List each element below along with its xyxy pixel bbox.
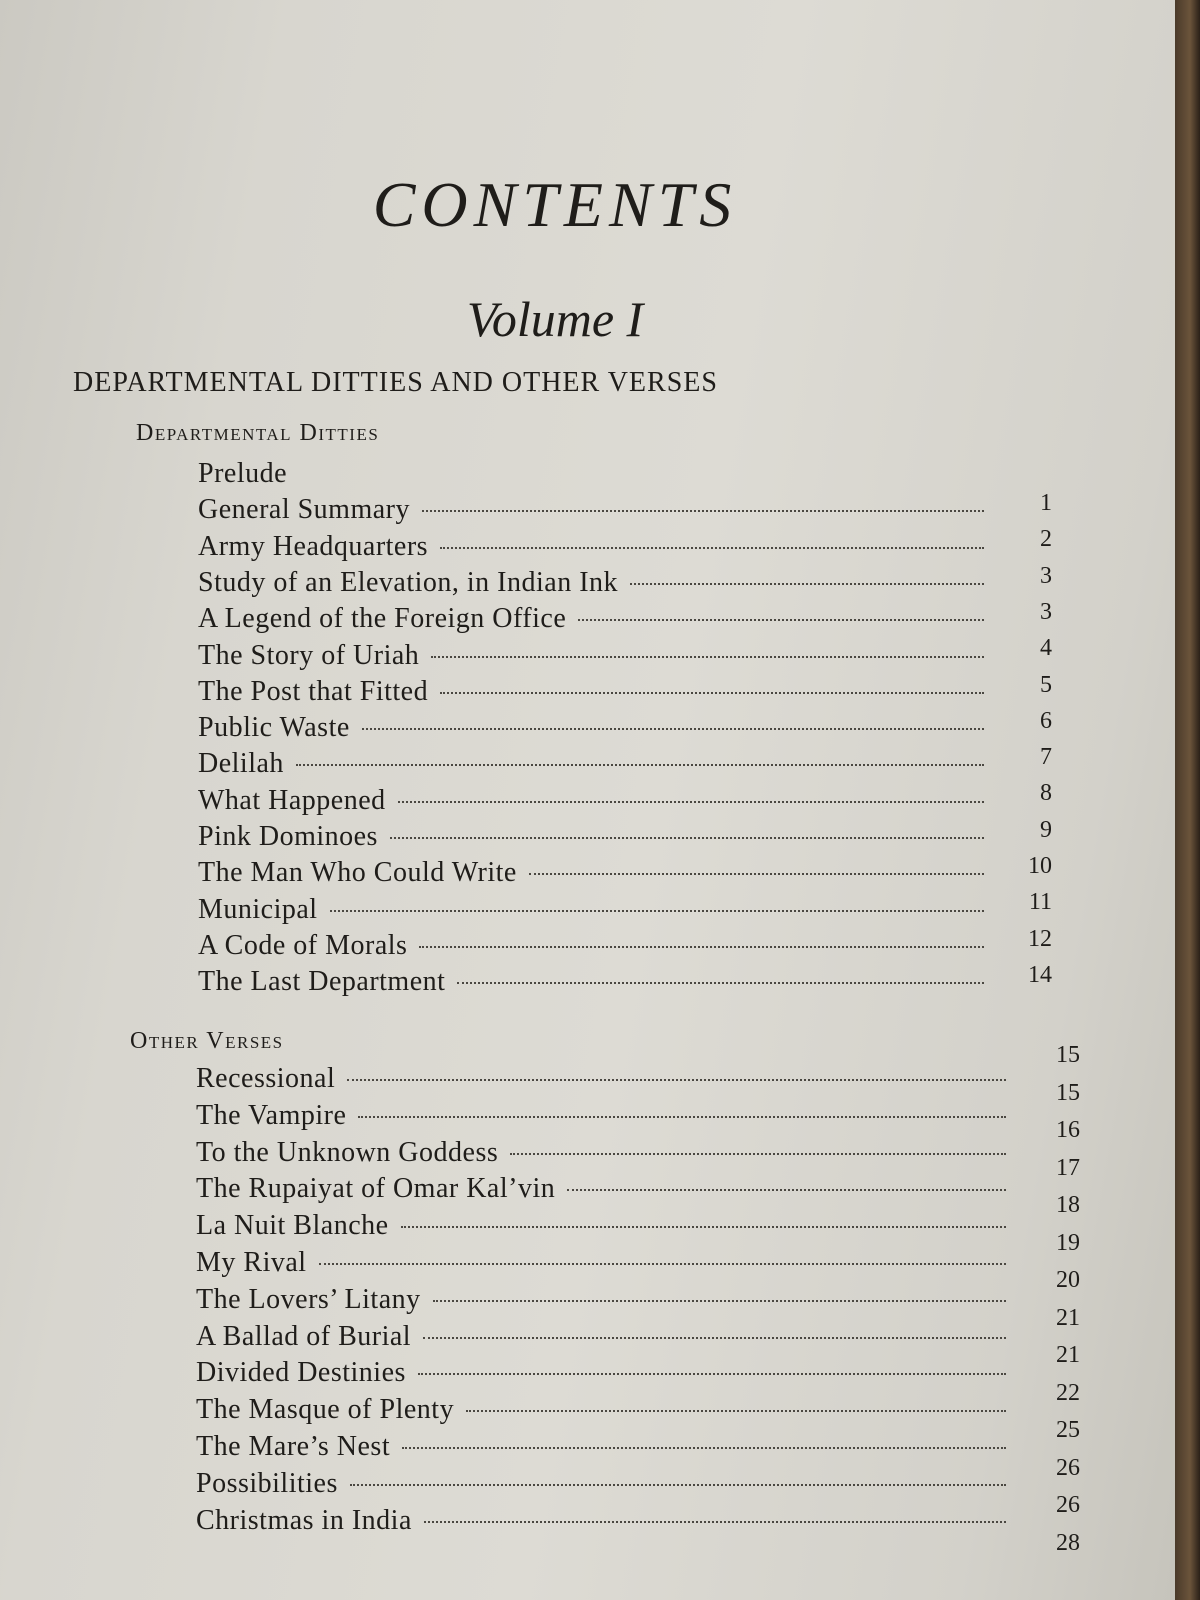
page-number: 20 — [1056, 1267, 1080, 1293]
entry-title: Army Headquarters — [198, 530, 429, 562]
entry-title: The Rupaiyat of Omar Kal’vin — [196, 1173, 556, 1205]
dot-leader — [567, 1189, 1006, 1191]
page-number: 6 — [1040, 707, 1052, 734]
toc-entry[interactable] — [198, 603, 990, 637]
page-number: 15 — [1056, 1042, 1080, 1068]
toc-entry[interactable] — [198, 640, 990, 674]
page-title: CONTENTS — [372, 169, 738, 240]
dot-leader — [358, 1116, 1006, 1118]
dot-leader — [457, 982, 984, 984]
dot-leader — [390, 837, 984, 839]
page-number: 7 — [1040, 744, 1052, 771]
entry-title: The Lovers’ Litany — [196, 1283, 421, 1315]
toc-entry[interactable] — [196, 1063, 1012, 1097]
toc-entry[interactable] — [198, 458, 990, 492]
book-edge — [1175, 0, 1200, 1600]
page-number: 9 — [1040, 816, 1052, 843]
entry-title: The Masque of Plenty — [196, 1394, 455, 1426]
entry-title: To the Unknown Goddess — [196, 1136, 499, 1168]
page-number: 18 — [1056, 1192, 1080, 1218]
entry-title: A Legend of the Foreign Office — [198, 603, 567, 635]
page-number: 14 — [1028, 961, 1052, 988]
entry-title: Prelude — [198, 458, 288, 489]
dot-leader — [401, 1226, 1006, 1228]
entry-title: The Post that Fitted — [198, 675, 429, 707]
toc-entry[interactable] — [196, 1284, 1012, 1318]
dot-leader — [440, 547, 984, 549]
page-number: 22 — [1056, 1379, 1080, 1406]
page-number: 28 — [1056, 1530, 1080, 1556]
toc-entry[interactable] — [198, 894, 990, 928]
page-number: 17 — [1056, 1154, 1080, 1181]
page-number: 4 — [1040, 635, 1052, 662]
dot-leader — [350, 1484, 1006, 1486]
page-number: 26 — [1056, 1454, 1080, 1481]
toc-entry[interactable] — [196, 1321, 1012, 1355]
dot-leader — [418, 1373, 1006, 1375]
toc-entry[interactable] — [198, 676, 990, 710]
entry-title: Possibilities — [196, 1467, 338, 1499]
group-heading: Departmental Ditties — [136, 420, 380, 446]
page-number: 1 — [1040, 490, 1052, 516]
dot-leader — [319, 1263, 1006, 1265]
page-number: 25 — [1056, 1417, 1080, 1443]
toc-entry[interactable] — [198, 930, 990, 964]
dot-leader — [423, 1337, 1006, 1339]
toc-entry[interactable] — [198, 712, 990, 746]
page-number: 3 — [1040, 598, 1052, 625]
page-number: 26 — [1056, 1492, 1080, 1518]
dot-leader — [466, 1410, 1006, 1412]
entry-title: My Rival — [196, 1247, 307, 1278]
dot-leader — [419, 946, 984, 948]
toc-entry[interactable] — [198, 494, 990, 528]
dot-leader — [398, 801, 984, 803]
entry-title: The Man Who Could Write — [198, 857, 517, 889]
dot-leader — [529, 873, 984, 875]
toc-entry[interactable] — [196, 1505, 1012, 1539]
entry-title: Municipal — [198, 893, 318, 925]
toc-entry[interactable] — [198, 748, 990, 782]
entry-title: What Happened — [198, 784, 386, 816]
dot-leader — [578, 619, 984, 621]
toc-entry[interactable] — [196, 1357, 1012, 1391]
toc-entry[interactable] — [196, 1210, 1012, 1244]
entry-title: Pink Dominoes — [198, 821, 378, 852]
dot-leader — [296, 764, 984, 766]
entry-title: Study of an Elevation, in Indian Ink — [198, 566, 619, 598]
page-number: 11 — [1028, 889, 1052, 916]
toc-entry[interactable] — [196, 1431, 1012, 1465]
entry-title: La Nuit Blanche — [196, 1210, 389, 1242]
dot-leader — [330, 910, 984, 912]
entry-title: Delilah — [198, 748, 284, 780]
group-heading: Other Verses — [130, 1028, 284, 1054]
toc-entry[interactable] — [196, 1394, 1012, 1428]
toc-entry[interactable] — [198, 567, 990, 601]
section-heading: DEPARTMENTAL DITTIES AND OTHER VERSES — [73, 367, 718, 398]
page-number: 21 — [1056, 1304, 1080, 1331]
page-number: 19 — [1056, 1229, 1080, 1256]
toc-entry[interactable] — [196, 1247, 1012, 1281]
toc-entry[interactable] — [196, 1100, 1012, 1134]
dot-leader — [424, 1521, 1006, 1523]
toc-entry[interactable] — [198, 531, 990, 565]
toc-entry[interactable] — [198, 966, 990, 1000]
dot-leader — [362, 728, 984, 730]
dot-leader — [433, 1300, 1006, 1302]
page-number: 16 — [1056, 1117, 1080, 1143]
page-number: 8 — [1040, 780, 1052, 807]
page-number: 21 — [1056, 1342, 1080, 1368]
volume-heading: Volume I — [466, 291, 644, 347]
entry-title: The Last Department — [198, 966, 446, 998]
entry-title: General Summary — [198, 494, 410, 526]
toc-entry[interactable] — [198, 821, 990, 855]
entry-title: A Ballad of Burial — [196, 1320, 412, 1352]
page-number: 2 — [1040, 526, 1052, 553]
page-number: 15 — [1056, 1079, 1080, 1106]
dot-leader — [630, 583, 984, 585]
page-number: 5 — [1040, 671, 1052, 698]
toc-entry[interactable] — [198, 785, 990, 819]
entry-title: Public Waste — [198, 712, 350, 744]
entry-title: Christmas in India — [196, 1504, 412, 1536]
dot-leader — [422, 510, 984, 512]
entry-title: Divided Destinies — [196, 1357, 406, 1389]
dot-leader — [402, 1447, 1006, 1449]
page-number: 12 — [1028, 925, 1052, 952]
dot-leader — [440, 692, 984, 694]
toc-entry[interactable] — [196, 1468, 1012, 1502]
dot-leader — [510, 1153, 1006, 1155]
toc-entry[interactable] — [196, 1137, 1012, 1171]
page-number: 3 — [1040, 562, 1052, 589]
dot-leader — [347, 1079, 1006, 1081]
entry-title: The Vampire — [196, 1099, 347, 1131]
entry-title: The Story of Uriah — [198, 639, 420, 671]
entry-title: A Code of Morals — [198, 929, 408, 961]
entry-title: The Mare’s Nest — [196, 1431, 391, 1462]
toc-entry[interactable] — [196, 1173, 1012, 1207]
toc-entry[interactable] — [198, 857, 990, 891]
dot-leader — [431, 656, 984, 658]
entry-title: Recessional — [196, 1063, 336, 1094]
page-number: 10 — [1028, 853, 1052, 879]
